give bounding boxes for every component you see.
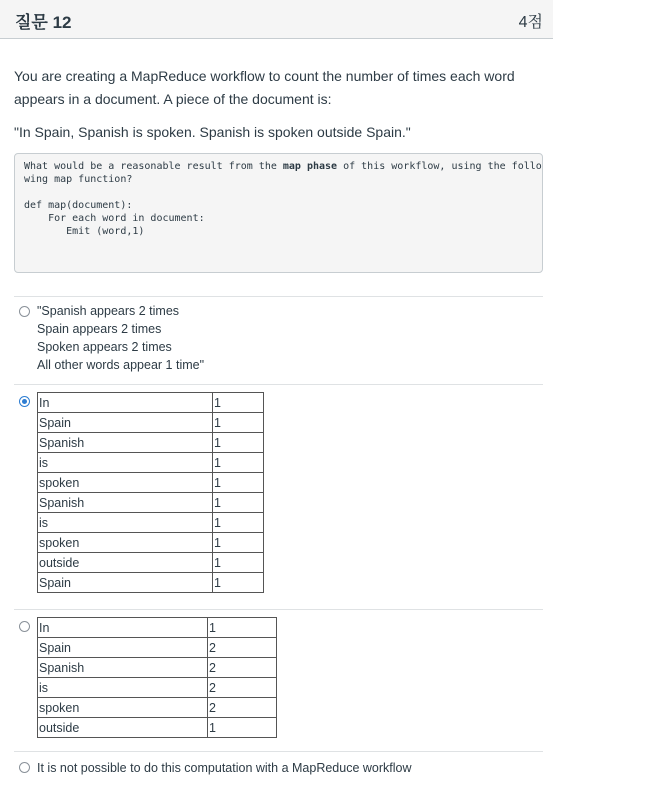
- answer-divider: [14, 751, 543, 752]
- word-cell: is: [38, 453, 213, 473]
- table-row: [38, 553, 264, 573]
- table-row: [38, 573, 264, 593]
- count-cell: 2: [208, 698, 277, 718]
- answer-radio-4[interactable]: [19, 762, 30, 773]
- word-cell: spoken: [38, 473, 213, 493]
- word-cell: is: [38, 678, 208, 698]
- count-cell: 1: [213, 553, 264, 573]
- count-cell: 1: [213, 433, 264, 453]
- word-cell: spoken: [38, 533, 213, 553]
- question-header: [0, 0, 553, 39]
- code-line: For each word in document:: [24, 213, 205, 224]
- table-row: [38, 638, 277, 658]
- count-cell: 2: [208, 658, 277, 678]
- count-cell: 2: [208, 678, 277, 698]
- count-cell: 1: [213, 533, 264, 553]
- answer-option-3-table[interactable]: [37, 617, 277, 738]
- table-row: [38, 453, 264, 473]
- question-title: 질문 12: [15, 13, 72, 32]
- question-points: 4점: [518, 14, 543, 31]
- word-cell: outside: [38, 718, 208, 738]
- answer-divider: [14, 384, 543, 385]
- answer-option-2-table[interactable]: [37, 392, 264, 593]
- code-line: def map(document):: [24, 200, 133, 211]
- count-cell: 1: [213, 493, 264, 513]
- word-cell: is: [38, 513, 213, 533]
- answer-divider: [14, 296, 543, 297]
- code-line: Emit (word,1): [24, 226, 145, 237]
- answer-divider: [14, 609, 543, 610]
- answer-radio-1[interactable]: [19, 306, 30, 317]
- question-text-line: appears in a document. A piece of the document is:: [14, 90, 332, 107]
- count-cell: 1: [213, 573, 264, 593]
- table-row: [38, 678, 277, 698]
- count-cell: 2: [208, 638, 277, 658]
- count-cell: 1: [213, 453, 264, 473]
- table-row: [38, 473, 264, 493]
- document-quote: "In Spain, Spanish is spoken. Spanish is spoken outside Spain.": [14, 124, 411, 140]
- count-cell: 1: [213, 393, 264, 413]
- answer-radio-3[interactable]: [19, 621, 30, 632]
- question-text-line: You are creating a MapReduce workflow to count the number of times each word: [14, 68, 515, 84]
- count-cell: 1: [208, 718, 277, 738]
- table-row: [38, 393, 264, 413]
- word-cell: spoken: [38, 698, 208, 718]
- code-bold-term: map phase: [282, 161, 338, 172]
- word-cell: Spain: [38, 638, 208, 658]
- table-row: [38, 513, 264, 533]
- word-cell: Spanish: [38, 493, 213, 513]
- word-cell: Spain: [38, 573, 213, 593]
- count-cell: 1: [213, 413, 264, 433]
- table-row: [38, 618, 277, 638]
- code-line: wing map function?: [24, 174, 133, 185]
- answer-option-4[interactable]: It is not possible to do this computation with a MapReduce workflow: [37, 761, 412, 775]
- word-cell: Spanish: [38, 658, 208, 678]
- code-block: [14, 153, 543, 273]
- word-cell: Spain: [38, 413, 213, 433]
- word-cell: Spanish: [38, 433, 213, 453]
- table-row: [38, 493, 264, 513]
- table-row: [38, 533, 264, 553]
- table-row: [38, 433, 264, 453]
- table-row: [38, 658, 277, 678]
- word-cell: In: [38, 393, 213, 413]
- table-row: [38, 413, 264, 433]
- table-row: [38, 718, 277, 738]
- question-text: [14, 65, 544, 144]
- count-cell: 1: [208, 618, 277, 638]
- answer-option-1[interactable]: "Spanish appears 2 times Spain appears 2 times Spoken appears 2 times All other words appear 1 time": [37, 304, 205, 372]
- code-line: What would be a reasonable result from the map phase of this workflow, using the follo: [24, 161, 542, 172]
- count-cell: 1: [213, 513, 264, 533]
- table-row: [38, 698, 277, 718]
- count-cell: 1: [213, 473, 264, 493]
- answer-radio-2[interactable]: [19, 396, 30, 407]
- word-cell: outside: [38, 553, 213, 573]
- word-cell: In: [38, 618, 208, 638]
